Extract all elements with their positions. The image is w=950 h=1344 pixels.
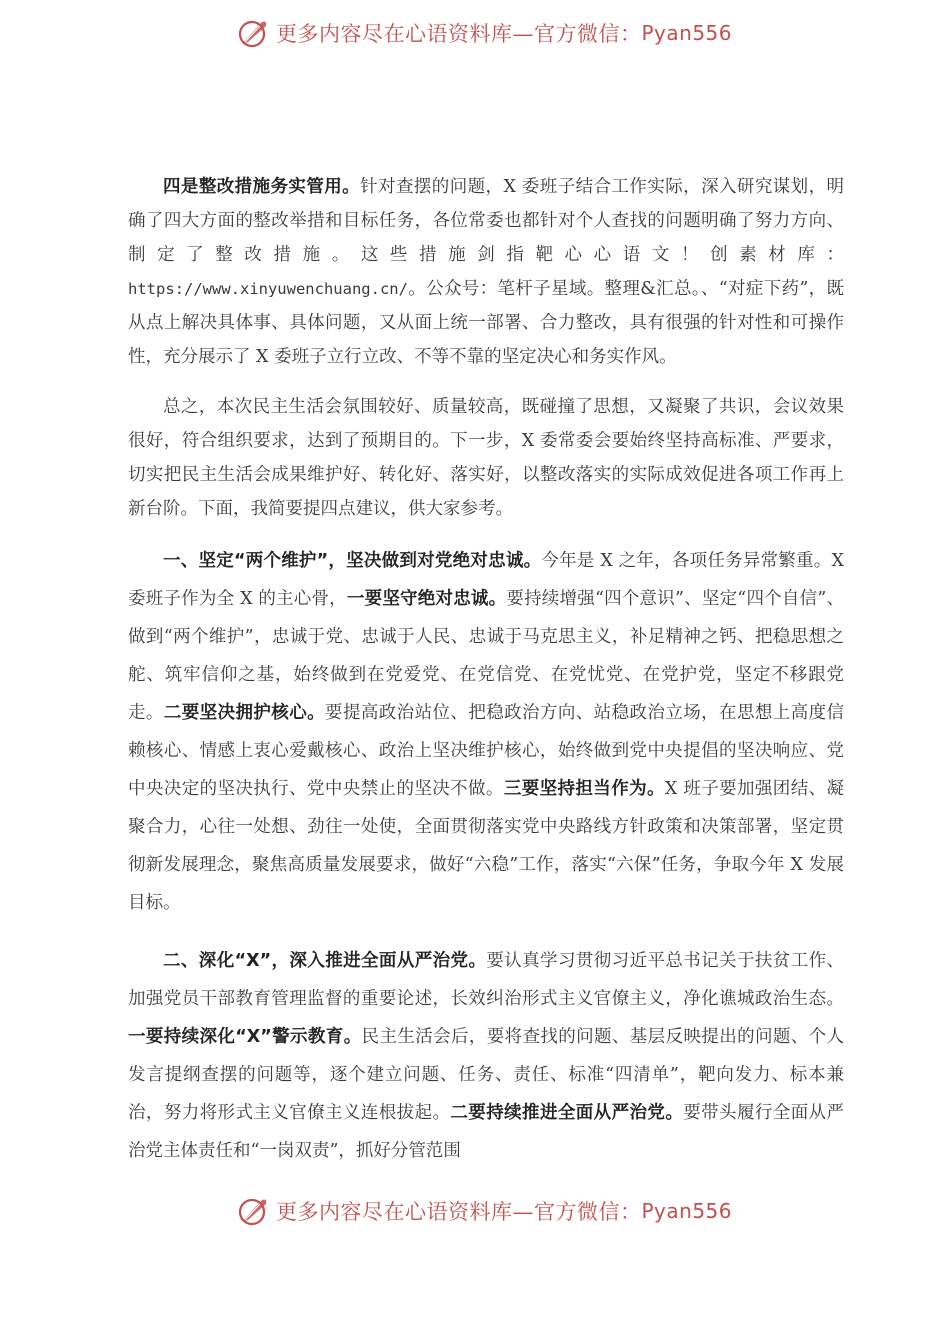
sub-heading: 三要坚持担当作为。 [503, 779, 665, 799]
sub-heading: 一要坚守绝对忠诚。 [346, 589, 507, 609]
sub-heading: 二要坚决拥护核心。 [163, 703, 326, 723]
sub-heading: 二要持续推进全面从严治党。 [450, 1103, 684, 1123]
website-url-text: https://www.xinyuwenchuang.cn/ [128, 280, 408, 298]
paragraph-text: 总之，本次民主生活会氛围较好、质量较高，既碰撞了思想，又凝聚了共识，会议效果很好，符合组织要求，达到了预期目的。下一步，X 委常委会要始终坚持高标准、严要求，切实把民主生活会成果维护好、转化好、落实好，以整改落实的实际成效促进各项工作再上新台阶。下面，我简要提四点建议，供大家参考。 [128, 397, 844, 519]
footer-banner-content [236, 1194, 732, 1228]
paragraph-text: 民主生活会后，要将查找的问题、基层反映提出的问题、个人发言提纲查摆的问题等，逐个建立问题、任务、责任、标准“四清单”，靶向发力、标本兼治，努力将形式主义官僚主义连根拔起。 [128, 1027, 844, 1123]
section-heading: 二、深化“X”，深入推进全面从严治党。 [163, 951, 487, 971]
paragraph-text: 要认真学习贯彻习近平总书记关于扶贫工作、加强党员干部教育管理监督的重要论述，长效纠治形式主义官僚主义，净化谯城政治生态。 [128, 951, 844, 1009]
paragraph-text: 要提高政治站位、把稳政治方向、站稳政治立场，在思想上高度信赖核心、情感上衷心爱戴核心、政治上坚决维护核心，始终做到党中央提倡的坚决响应、党中央决定的坚决执行、党中央禁止的坚决不做。 [128, 703, 845, 799]
paragraph-text: 。公众号：笔杆子星域。整理&汇总。、“对症下药”，既从点上解决具体事、具体问题，又从面上统一部署、合力整改，具有很强的针对性和可操作性，充分展示了 X 委班子立行立改、不等不靠的坚定决心和务实作风。 [128, 279, 844, 367]
paragraph-suggestion-one [128, 542, 844, 922]
paragraph-heading: 四是整改措施务实管用。 [163, 177, 361, 197]
quill-logo-icon [236, 1194, 270, 1228]
header-banner [0, 12, 950, 62]
paragraph-suggestion-two [128, 942, 844, 1170]
header-banner-wechat-id: Pyan556 [641, 21, 733, 45]
footer-banner-wechat-id: Pyan556 [641, 1199, 733, 1223]
header-banner-content [236, 16, 732, 50]
paragraph-text: 要带头履行全面从严治党主体责任和“一岗双责”，抓好分管范围 [128, 1103, 845, 1161]
paragraph-rectification-measures [128, 170, 844, 374]
paragraph-text: 针对查摆的问题，X 委班子结合工作实际，深入研究谋划，明确了四大方面的整改举措和目标任务，各位常委也都针对个人查找的问题明确了努力方向、制定了整改措施。这些措施剑指靶心心语文！创素材库： [128, 177, 844, 265]
footer-banner [0, 1190, 950, 1240]
sub-heading: 一要持续深化“X”警示教育。 [128, 1027, 362, 1047]
paragraph-text: 要持续增强“四个意识”、坚定“四个自信”、做到“两个维护”，忠诚于党、忠诚于人民、忠诚于马克思主义，补足精神之钙、把稳思想之舵、筑牢信仰之基，始终做到在党爱党、在党信党、在党忧党、在党护党，坚定不移跟党走。 [128, 589, 844, 723]
document-body [128, 170, 844, 1170]
footer-banner-text: 更多内容尽在心语资料库—官方微信： [276, 1200, 642, 1224]
header-banner-text: 更多内容尽在心语资料库—官方微信： [276, 22, 642, 46]
paragraph-text: 今年是 X 之年，各项任务异常繁重。X 委班子作为全 X 的主心骨， [128, 551, 844, 609]
section-heading: 一、坚定“两个维护”，坚决做到对党绝对忠诚。 [163, 551, 542, 571]
paragraph-summary [128, 390, 844, 526]
quill-logo-icon [236, 16, 270, 50]
paragraph-text: X 班子要加强团结、凝聚合力，心往一处想、劲往一处使，全面贯彻落实党中央路线方针政策和决策部署，坚定贯彻新发展理念，聚焦高质量发展要求，做好“六稳”工作，落实“六保”任务，争取今年 X 发展目标。 [128, 779, 844, 913]
